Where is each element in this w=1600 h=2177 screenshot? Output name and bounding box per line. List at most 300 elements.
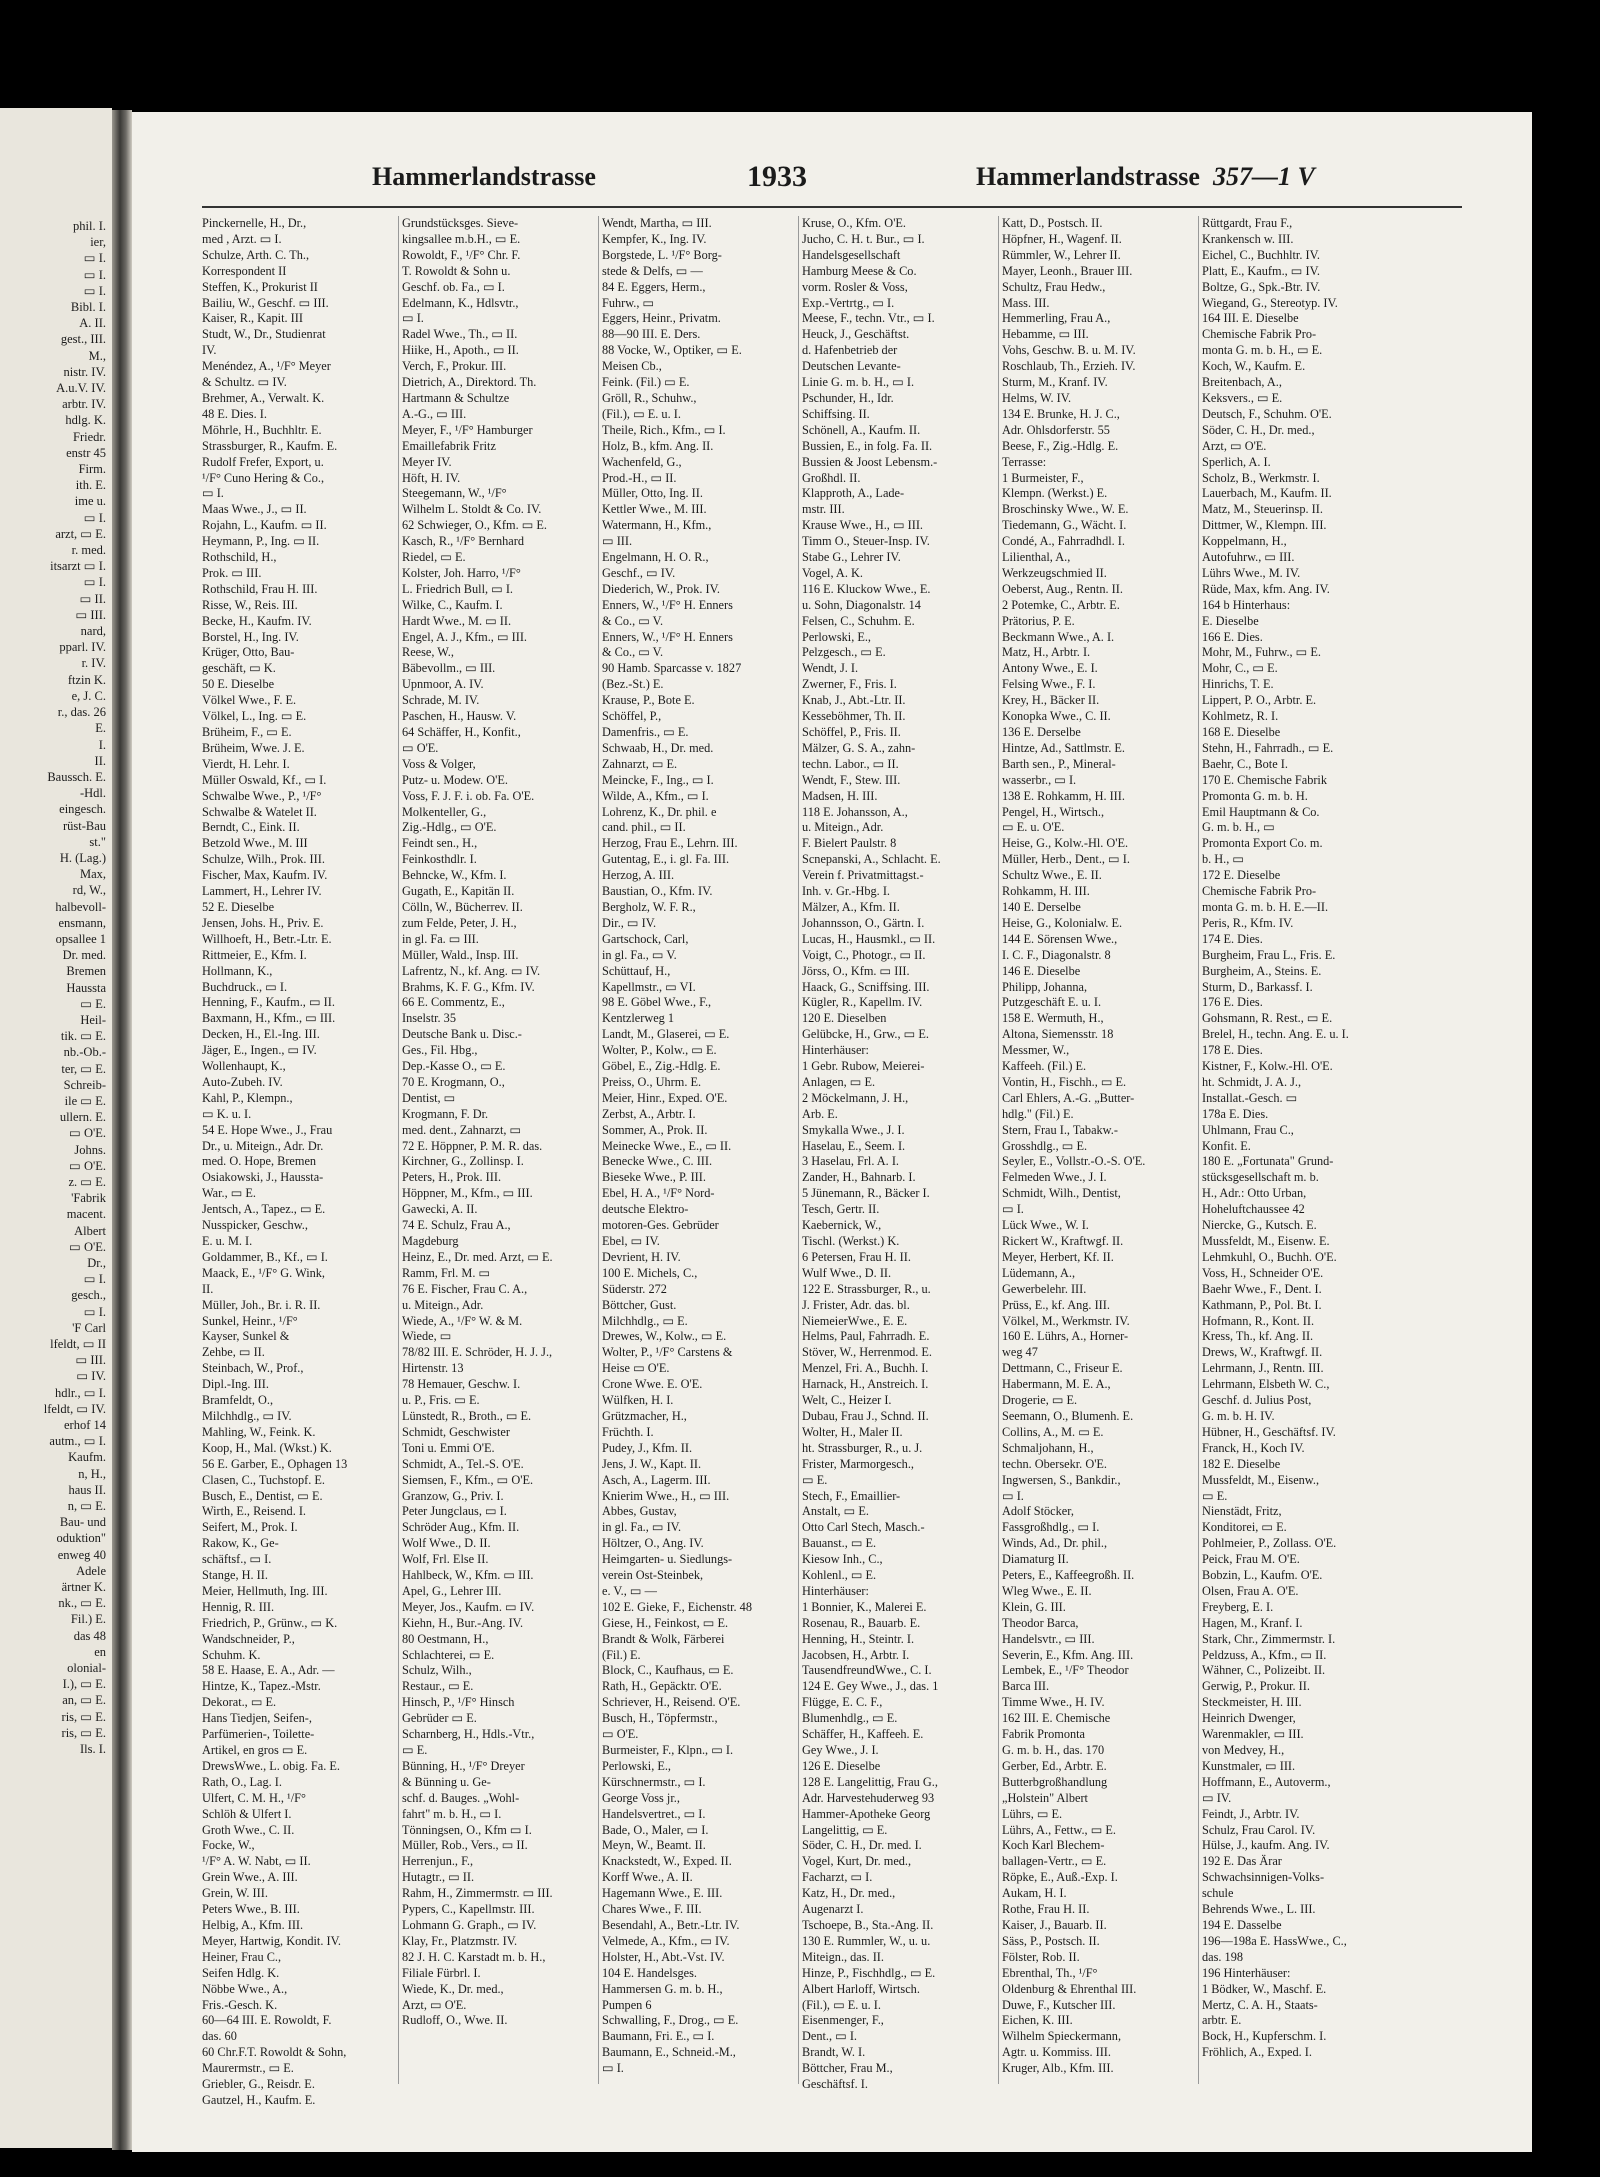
- directory-entry-line: Altona, Siemensstr. 18: [1002, 1027, 1114, 1042]
- directory-entry-line: e. V., ▭ —: [602, 1583, 657, 1598]
- directory-entry-line: Konditorei, ▭ E.: [1202, 1520, 1287, 1535]
- directory-entry-line: med. O. Hope, Bremen: [202, 1154, 317, 1169]
- directory-entry-line: Pypers, C., Kapellmstr. III.: [402, 1902, 535, 1917]
- directory-entry-line: IV.: [202, 343, 217, 358]
- directory-entry-line: Klapproth, A., Lade-: [802, 486, 905, 501]
- directory-entry-line: Filiale Fürbrl. I.: [402, 1965, 481, 1980]
- adjacent-page-line: Max,: [79, 867, 106, 882]
- directory-entry-line: Lauerbach, M., Kaufm. II.: [1202, 486, 1332, 501]
- directory-entry-line: Schönell, A., Kaufm. II.: [802, 422, 921, 437]
- directory-entry-line: Deutsch, F., Schuhm. O'E.: [1202, 406, 1332, 421]
- directory-entry-line: Feinkosthdlr. I.: [402, 852, 477, 867]
- adjacent-page-line: hdlg. K.: [65, 413, 106, 428]
- directory-entry-line: Scharnberg, H., Hdls.-Vtr.,: [402, 1727, 535, 1742]
- directory-entry-line: 102 E. Gieke, F., Eichenstr. 48: [602, 1599, 752, 1614]
- adjacent-page-line: gest., III.: [60, 332, 106, 347]
- directory-entry-line: 146 E. Dieselbe: [1002, 963, 1081, 978]
- directory-entry-line: Hagemann Wwe., E. III.: [602, 1886, 723, 1901]
- adjacent-page-line: ▭ E.: [80, 996, 106, 1011]
- directory-entry-line: Anlagen, ▭ E.: [802, 1074, 876, 1089]
- directory-entry-line: 176 E. Dies.: [1202, 995, 1263, 1010]
- directory-entry-line: Kistner, F., Kolw.-Hl. O'E.: [1202, 1059, 1333, 1074]
- directory-entry-line: ▭ III.: [602, 534, 633, 549]
- directory-entry-line: Handelsgesellschaft: [802, 247, 901, 262]
- directory-entry-line: Seyler, E., Vollstr.-O.-S. O'E.: [1002, 1154, 1146, 1169]
- directory-entry-line: Johannsson, O., Gärtn. I.: [802, 915, 925, 930]
- directory-entry-line: Pschunder, H., Idr.: [802, 390, 894, 405]
- directory-entry-line: Barca III.: [1002, 1679, 1050, 1694]
- directory-entry-line: Apel, G., Lehrer III.: [402, 1583, 502, 1598]
- directory-entry-line: Kruger, Alb., Kfm. III.: [1002, 2061, 1114, 2076]
- directory-entry-line: Schulze, Wilh., Prok. III.: [202, 852, 325, 867]
- directory-entry-line: Möhrle, H., Buchhltr. E.: [202, 422, 322, 437]
- directory-entry-line: Helbig, A., Kfm. III.: [202, 1917, 304, 1932]
- directory-entry-line: Völkel, L., Ing. ▭ E.: [202, 709, 307, 724]
- directory-entry-line: Herrenjun., F.,: [402, 1854, 474, 1869]
- book-gutter: [112, 110, 132, 2150]
- directory-entry-line: Gerber, Ed., Arbtr. E.: [1002, 1758, 1107, 1773]
- directory-entry-line: Höft, H. IV.: [402, 470, 461, 485]
- directory-entry-line: Maas Wwe., J., ▭ II.: [202, 502, 307, 517]
- directory-entry-line: 2 Potemke, C., Arbtr. E.: [1002, 597, 1120, 612]
- directory-entry-line: Koch Karl Blechem-: [1002, 1838, 1105, 1853]
- directory-entry-line: Burmeister, F., Klpn., ▭ I.: [602, 1743, 734, 1757]
- directory-entry-line: Geschf. d. Julius Post,: [1202, 1393, 1312, 1408]
- directory-entry-line: 196 Hinterhäuser:: [1202, 1965, 1291, 1980]
- adjacent-page-line: H. (Lag.): [59, 850, 106, 865]
- directory-entry-line: Promonta G. m. b. H.: [1202, 788, 1308, 803]
- directory-entry-line: Hinrichs, T. E.: [1202, 677, 1274, 692]
- directory-entry-line: Adr. Harvestehuderweg 93: [802, 1790, 935, 1805]
- directory-entry-line: Frister, Marmorgesch.,: [802, 1456, 914, 1471]
- directory-entry-line: II.: [202, 1281, 214, 1296]
- directory-entry-line: fahrt" m. b. H., ▭ I.: [402, 1806, 502, 1821]
- directory-entry-line: Wulf Wwe., D. II.: [802, 1265, 892, 1280]
- adjacent-page-line: Fil.) E.: [70, 1612, 106, 1627]
- directory-entry-line: Enners, W., ¹/F° H. Enners: [602, 629, 733, 644]
- directory-entry-line: 124 E. Gey Wwe., J., das. 1: [802, 1679, 939, 1694]
- directory-entry-line: Clasen, C., Tuchstopf. E.: [202, 1472, 325, 1487]
- adjacent-page-line: nb.-Ob.-: [63, 1045, 106, 1060]
- directory-entry-line: Betzold Wwe., M. III: [202, 836, 308, 851]
- directory-entry-line: Schultz Wwe., E. II.: [1002, 868, 1102, 883]
- directory-entry-line: Seemann, O., Blumenh. E.: [1002, 1408, 1134, 1423]
- directory-entry-line: Risse, W., Reis. III.: [202, 597, 298, 612]
- directory-entry-line: Borstel, H., Ing. IV.: [202, 629, 299, 644]
- directory-entry-line: Decken, H., El.-Ing. III.: [202, 1027, 320, 1042]
- directory-entry-line: Lafrentz, N., kf. Ang. ▭ IV.: [402, 963, 541, 978]
- directory-entry-line: Müller, Wald., Insp. III.: [402, 947, 519, 962]
- directory-entry-line: Osiakowski, J., Haussta-: [202, 1170, 324, 1185]
- directory-entry-line: Kiesow Inh., C.,: [802, 1552, 883, 1567]
- directory-entry-line: Upnmoor, A. IV.: [402, 677, 484, 692]
- adjacent-page-line: ▭ O'E.: [69, 1158, 106, 1173]
- directory-entry-line: Collins, A., M. ▭ E.: [1002, 1424, 1104, 1439]
- directory-entry-line: Jacobsen, H., Arbtr. I.: [802, 1647, 910, 1662]
- directory-entry-line: Korrespondent II: [202, 263, 287, 278]
- directory-entry-line: ▭ E.: [1202, 1488, 1228, 1503]
- directory-entry-line: Kentzlerweg 1: [602, 1011, 675, 1026]
- directory-entry-line: Restaur., ▭ E.: [402, 1679, 474, 1694]
- directory-entry-line: Arzt, ▭ O'E.: [402, 1997, 467, 2012]
- directory-entry-line: Keksvers., ▭ E.: [1202, 390, 1283, 405]
- directory-entry-line: A.-G., ▭ III.: [402, 406, 467, 421]
- directory-entry-line: 166 E. Dies.: [1202, 629, 1263, 644]
- directory-entry-line: Studt, W., Dr., Studienrat: [202, 327, 326, 342]
- adjacent-page-line: Friedr.: [73, 429, 106, 444]
- directory-entry-line: Groth Wwe., C. II.: [202, 1822, 295, 1837]
- directory-entry-line: Burgheim, Frau L., Fris. E.: [1202, 947, 1336, 962]
- directory-entry-line: Gey Wwe., J. I.: [802, 1743, 879, 1757]
- directory-entry-line: Focke, W.,: [202, 1838, 255, 1853]
- adjacent-page-line: oduktion": [56, 1531, 106, 1546]
- directory-entry-line: Knab, J., Abt.-Ltr. II.: [802, 693, 906, 708]
- adjacent-page-line: ▭ I.: [83, 267, 106, 282]
- directory-entry-line: Stark, Chr., Zimmermstr. I.: [1202, 1631, 1336, 1646]
- adjacent-page-line: Adele: [76, 1563, 106, 1578]
- directory-entry-line: 164 b Hinterhaus:: [1202, 597, 1291, 612]
- directory-entry-line: Franck, H., Koch IV.: [1202, 1440, 1305, 1455]
- adjacent-page-line: ▭ O'E.: [69, 1239, 106, 1254]
- directory-entry-line: TausendfreundWwe., C. I.: [802, 1663, 932, 1678]
- directory-entry-line: 60 Chr.F.T. Rowoldt & Sohn,: [202, 2045, 347, 2060]
- directory-entry-line: Brandt, W. I.: [802, 2045, 866, 2060]
- directory-entry-line: Schmidt, Geschwister: [402, 1424, 510, 1439]
- directory-entry-line: Lehrmann, J., Rentn. III.: [1202, 1361, 1324, 1376]
- adjacent-page-line: ▭ I.: [83, 575, 106, 590]
- directory-entry-line: Wendt, J. I.: [802, 661, 859, 676]
- directory-entry-line: Lucas, H., Hausmkl., ▭ II.: [802, 931, 936, 946]
- adjacent-page-line: Baussch. E.: [47, 769, 106, 784]
- directory-entry-line: ht. Schmidt, J. A. J.,: [1202, 1074, 1302, 1089]
- directory-entry-line: Großhdl. II.: [802, 470, 861, 485]
- directory-entry-line: Krause Wwe., H., ▭ III.: [802, 518, 923, 533]
- directory-entry-line: Korff Wwe., A. II.: [602, 1870, 693, 1885]
- adjacent-page-line: en: [94, 1644, 106, 1659]
- directory-entry-line: Rümmler, W., Lehrer II.: [1002, 247, 1121, 262]
- directory-entry-line: (Fil.), ▭ E. u. I.: [802, 1997, 881, 2012]
- directory-entry-line: Grundstücksges. Sieve-: [402, 216, 519, 230]
- directory-entry-line: Helms, W. IV.: [1002, 390, 1072, 405]
- directory-entry-line: I. C. F., Diagonalstr. 8: [1002, 947, 1111, 962]
- directory-entry-line: 158 E. Wermuth, H.,: [1002, 1011, 1104, 1026]
- directory-entry-line: Drews, W., Kraftwgf. II.: [1202, 1345, 1323, 1360]
- directory-entry-line: Behncke, W., Kfm. I.: [402, 868, 507, 883]
- directory-entry-line: Menzel, Fri. A., Buchh. I.: [802, 1361, 929, 1376]
- directory-entry-line: Felmeden Wwe., J. I.: [1002, 1170, 1107, 1185]
- directory-entry-line: Schäffer, H., Kaffeeh. E.: [802, 1727, 924, 1742]
- directory-entry-line: DrewsWwe., L. obig. Fa. E.: [202, 1758, 340, 1773]
- directory-entry-line: 56 E. Garber, E., Ophagen 13: [202, 1456, 348, 1471]
- directory-entry-line: Bieseke Wwe., P. III.: [602, 1170, 706, 1185]
- directory-entry-line: Schöffel, P., Fris. II.: [802, 725, 901, 739]
- directory-entry-line: Ingwersen, S., Bankdir.,: [1002, 1472, 1121, 1487]
- adjacent-page-line: nistr. IV.: [63, 364, 106, 379]
- directory-entry-line: Tesch, Gertr. II.: [802, 1202, 880, 1217]
- column-divider: [1198, 216, 1199, 2084]
- directory-entry-line: Gugath, E., Kapitän II.: [402, 884, 515, 899]
- directory-entry-line: Facharzt, ▭ I.: [802, 1870, 873, 1885]
- directory-entry-line: Kohlenl., ▭ E.: [802, 1568, 877, 1583]
- directory-entry-line: 60—64 III. E. Rowoldt, F.: [202, 2013, 332, 2028]
- directory-entry-line: Breitenbach, A.,: [1202, 375, 1282, 390]
- directory-entry-line: Kayser, Sunkel &: [202, 1329, 290, 1344]
- adjacent-page-line: -Hdl.: [79, 786, 106, 801]
- directory-entry-line: Emaillefabrik Fritz: [402, 438, 496, 453]
- directory-entry-line: 118 E. Johansson, A.,: [802, 804, 908, 819]
- running-head-right: Hammerlandstrasse: [976, 162, 1200, 191]
- directory-entry-line: Radel Wwe., Th., ▭ II.: [402, 327, 518, 342]
- directory-entry-line: Kaffeeh. (Fil.) E.: [1002, 1059, 1087, 1074]
- directory-entry-line: Prüss, E., kf. Ang. III.: [1002, 1297, 1110, 1312]
- directory-entry-line: 178 E. Dies.: [1202, 1043, 1263, 1058]
- directory-entry-line: cand. phil., ▭ II.: [602, 820, 686, 835]
- directory-entry-line: 168 E. Dieselbe: [1202, 725, 1281, 739]
- directory-entry-line: Höpfner, H., Wagenf. II.: [1002, 231, 1122, 246]
- directory-entry-line: War., ▭ E.: [202, 1186, 256, 1201]
- directory-entry-line: Prod.-H., ▭ II.: [602, 470, 677, 485]
- adjacent-page-line: pparl. IV.: [59, 640, 106, 655]
- directory-entry-line: Helms, Paul, Fahrradh. E.: [802, 1329, 930, 1344]
- directory-entry-line: Zerbst, A., Arbtr. I.: [602, 1106, 696, 1121]
- page-header: [132, 162, 1532, 202]
- directory-entry-line: Pohlmeier, P., Zollass. O'E.: [1202, 1536, 1337, 1551]
- directory-entry-line: Steegemann, W., ¹/F°: [402, 486, 507, 501]
- adjacent-page-line: Schreib-: [63, 1077, 106, 1092]
- directory-entry-line: zum Felde, Peter, J. H.,: [402, 915, 517, 930]
- directory-entry-line: Velmede, A., Kfm., ▭ IV.: [602, 1933, 730, 1948]
- directory-entry-line: 162 III. E. Chemische: [1002, 1711, 1111, 1726]
- directory-entry-line: Ebel, ▭ IV.: [602, 1234, 660, 1248]
- adjacent-page-line: Johns.: [74, 1142, 106, 1157]
- directory-entry-line: Heinz, E., Dr. med. Arzt, ▭ E.: [402, 1249, 553, 1264]
- directory-entry-line: Hartmann & Schultze: [402, 390, 510, 405]
- directory-entry-line: das. 60: [202, 2029, 237, 2044]
- adjacent-page-line: lfeldt, ▭ II: [50, 1337, 106, 1352]
- directory-entry-line: 1 Bödker, W., Maschf. E.: [1202, 1981, 1327, 1996]
- directory-entry-line: Hoheluftchaussee 42: [1202, 1202, 1305, 1217]
- directory-entry-line: Jensen, Johs. H., Priv. E.: [202, 915, 324, 930]
- adjacent-page-line: Haussta: [66, 980, 106, 995]
- directory-entry-line: H., Adr.: Otto Urban,: [1202, 1186, 1307, 1201]
- directory-entry-line: b. H., ▭: [1202, 852, 1245, 867]
- directory-entry-line: Willhoeft, H., Betr.-Ltr. E.: [202, 931, 332, 946]
- directory-entry-line: Katz, H., Dr. med.,: [802, 1886, 896, 1901]
- directory-entry-line: Peick, Frau M. O'E.: [1202, 1552, 1300, 1567]
- directory-entry-line: Höppner, M., Kfm., ▭ III.: [402, 1186, 533, 1201]
- directory-entry-line: ▭ O'E.: [402, 740, 439, 755]
- directory-entry-line: 144 E. Sörensen Wwe.,: [1002, 931, 1118, 946]
- directory-entry-line: Hinsch, P., ¹/F° Hinsch: [402, 1695, 515, 1710]
- directory-entry-line: 64 Schäffer, H., Konfit.,: [402, 725, 521, 739]
- adjacent-page-line: rd, W.,: [72, 883, 106, 898]
- directory-entry-line: Brüheim, F., ▭ E.: [202, 725, 292, 739]
- directory-entry-line: Heuck, J., Geschäftst.: [802, 327, 910, 342]
- directory-entry-line: 70 E. Krogmann, O.,: [402, 1074, 505, 1089]
- directory-entry-line: Hofmann, R., Kont. II.: [1202, 1313, 1315, 1328]
- directory-entry-line: Mertz, C. A. H., Staats-: [1202, 1997, 1318, 2012]
- directory-entry-line: Kaiser, J., Bauarb. II.: [1002, 1917, 1107, 1932]
- adjacent-page-line: I.: [98, 737, 106, 752]
- directory-entry-line: u. Miteign., Adr.: [402, 1297, 484, 1312]
- directory-entry-line: Fris.-Gesch. K.: [202, 1997, 278, 2012]
- directory-entry-line: Kügler, R., Kapellm. IV.: [802, 995, 923, 1010]
- directory-entry-line: Sturm, M., Kranf. IV.: [1002, 375, 1108, 390]
- directory-entry-line: Röpke, E., Auß.-Exp. I.: [1002, 1870, 1118, 1885]
- directory-entry-line: Verein f. Privatmittagst.-: [802, 868, 924, 883]
- directory-entry-line: Schmidt, A., Tel.-S. O'E.: [402, 1456, 524, 1471]
- directory-entry-line: 3 Haselau, Frl. A. I.: [802, 1154, 899, 1169]
- directory-entry-line: Rahm, H., Zimmermstr. ▭ III.: [402, 1886, 553, 1901]
- directory-entry-line: Ebel, H. A., ¹/F° Nord-: [602, 1186, 715, 1201]
- directory-entry-line: Hintze, K., Tapez.-Mstr.: [202, 1679, 321, 1694]
- directory-entry-line: Baumann, Fri. E., ▭ I.: [602, 2029, 715, 2044]
- directory-column-1: [202, 216, 394, 2109]
- directory-entry-line: Nienstädt, Fritz,: [1202, 1504, 1282, 1519]
- directory-entry-line: Engel, A. J., Kfm., ▭ III.: [402, 629, 528, 644]
- directory-entry-line: Rohkamm, H. III.: [1002, 884, 1090, 899]
- adjacent-page-line: tik. ▭ E.: [60, 1029, 106, 1044]
- directory-entry-line: Anstalt, ▭ E.: [802, 1504, 869, 1519]
- directory-entry-line: Heiner, Frau C.,: [202, 1949, 282, 1964]
- directory-entry-line: Heimgarten- u. Siedlungs-: [602, 1552, 733, 1567]
- directory-entry-line: Benecke Wwe., C. III.: [602, 1154, 713, 1169]
- directory-entry-line: Lührs, A., Fettw., ▭ E.: [1002, 1822, 1116, 1837]
- directory-entry-line: Bade, O., Maler, ▭ I.: [602, 1822, 709, 1837]
- directory-entry-line: Sommer, A., Prok. II.: [602, 1122, 708, 1137]
- directory-entry-line: Scnepanski, A., Schlacht. E.: [802, 852, 941, 867]
- directory-entry-line: Böttcher, Gust.: [602, 1297, 677, 1312]
- directory-entry-line: ht. Strassburger, R., u. J.: [802, 1440, 923, 1455]
- directory-entry-line: Wilke, C., Kaufm. I.: [402, 597, 503, 612]
- directory-entry-line: Chemische Fabrik Pro-: [1202, 327, 1317, 342]
- adjacent-page-line: eingesch.: [59, 802, 106, 817]
- directory-entry-line: Rath, H., Gepäcktr. O'E.: [602, 1679, 722, 1694]
- directory-entry-line: Eggers, Heinr., Privatm.: [602, 311, 721, 326]
- directory-entry-line: Milchhdlg., ▭ IV.: [202, 1408, 292, 1423]
- directory-entry-line: Habermann, M. E. A.,: [1002, 1377, 1111, 1392]
- adjacent-page-line: ▭ I.: [83, 1272, 106, 1287]
- directory-entry-line: 164 III. E. Dieselbe: [1202, 311, 1299, 326]
- directory-entry-line: 122 E. Strassburger, R., u.: [802, 1281, 931, 1296]
- directory-entry-line: Hamburg Meese & Co.: [802, 263, 917, 278]
- directory-entry-line: Schmaljohann, H.,: [1002, 1440, 1094, 1455]
- directory-entry-line: Drewes, W., Kolw., ▭ E.: [602, 1329, 727, 1344]
- directory-entry-line: 182 E. Dieselbe: [1202, 1456, 1281, 1471]
- directory-entry-line: Meinecke Wwe., E., ▭ II.: [602, 1138, 732, 1153]
- directory-entry-line: Langelittig, ▭ E.: [802, 1822, 888, 1837]
- directory-entry-line: Condé, A., Fahrradhdl. I.: [1002, 534, 1125, 549]
- directory-entry-line: Grein Wwe., A. III.: [202, 1870, 298, 1885]
- directory-entry-line: Theile, Rich., Kfm., ▭ I.: [602, 422, 726, 437]
- directory-entry-line: Gautzel, H., Kaufm. E.: [202, 2092, 316, 2107]
- directory-entry-line: Brüheim, Wwe. J. E.: [202, 740, 305, 755]
- directory-entry-line: Schulze, Arth. C. Th.,: [202, 247, 310, 262]
- directory-entry-line: ▭ IV.: [1202, 1790, 1232, 1805]
- directory-entry-line: Kasch, R., ¹/F° Bernhard: [402, 534, 524, 549]
- directory-entry-line: Lohmann G. Graph., ▭ IV.: [402, 1917, 537, 1932]
- directory-entry-line: Asch, A., Lagerm. III.: [602, 1472, 711, 1487]
- directory-entry-line: 180 E. „Fortunata" Grund-: [1202, 1154, 1334, 1169]
- directory-entry-line: 172 E. Dieselbe: [1202, 868, 1281, 883]
- directory-entry-line: Meyer IV.: [402, 454, 452, 469]
- directory-entry-line: Meier, Hellmuth, Ing. III.: [202, 1583, 328, 1598]
- directory-entry-line: Mussfeldt, M., Eisenw. E.: [1202, 1234, 1330, 1248]
- directory-entry-line: Rittmeier, E., Kfm. I.: [202, 947, 307, 962]
- adjacent-page-line: Ils. I.: [79, 1742, 106, 1757]
- directory-entry-line: Tönningsen, O., Kfm ▭ I.: [402, 1822, 532, 1837]
- directory-entry-line: ▭ I.: [402, 311, 424, 326]
- directory-entry-line: ▭ E.: [402, 1743, 428, 1757]
- directory-entry-line: Prok. ▭ III.: [202, 565, 262, 580]
- directory-entry-line: Völkel, M., Werkmstr. IV.: [1002, 1313, 1130, 1328]
- adjacent-page-line: enweg 40: [57, 1547, 106, 1562]
- scan-right-margin: [1532, 0, 1600, 2177]
- directory-entry-line: Installat.-Gesch. ▭: [1202, 1090, 1298, 1105]
- directory-entry-line: 120 E. Dieselben: [802, 1011, 887, 1026]
- directory-entry-line: Haack, G., Scniffsing. III.: [802, 979, 930, 994]
- directory-entry-line: Lippert, P. O., Arbtr. E.: [1202, 693, 1317, 708]
- directory-entry-line: Müller, Joh., Br. i. R. II.: [202, 1297, 321, 1312]
- directory-entry-line: Dipl.-Ing. III.: [202, 1377, 269, 1392]
- directory-entry-line: Rüttgardt, Frau F.,: [1202, 216, 1293, 230]
- directory-entry-line: 74 E. Schulz, Frau A.,: [402, 1218, 511, 1233]
- directory-entry-line: 82 J. H. C. Karstadt m. b. H.,: [402, 1949, 546, 1964]
- adjacent-page-line: ris, ▭ E.: [61, 1709, 106, 1724]
- directory-entry-line: Friedrich, P., Grünw., ▭ K.: [202, 1615, 338, 1630]
- adjacent-page-line: A.u.V. IV.: [56, 381, 106, 396]
- adjacent-page-line: A. II.: [79, 316, 106, 331]
- directory-entry-line: Bramfeldt, O.,: [202, 1393, 274, 1408]
- directory-entry-line: Schulz, Wilh.,: [402, 1663, 472, 1678]
- directory-entry-line: u. Miteign., Adr.: [802, 820, 884, 835]
- directory-entry-line: monta G. m. b. H. E.—II.: [1202, 899, 1329, 914]
- directory-entry-line: Gröll, R., Schuhw.,: [602, 390, 697, 405]
- directory-entry-line: Kathmann, P., Pol. Bt. I.: [1202, 1297, 1322, 1312]
- directory-entry-line: Wirth, E., Reisend. I.: [202, 1504, 307, 1519]
- directory-entry-line: Autofuhrw., ▭ III.: [1202, 550, 1295, 565]
- directory-entry-line: 194 E. Dasselbe: [1202, 1917, 1282, 1932]
- directory-entry-line: Kahl, P., Klempn.,: [202, 1090, 293, 1105]
- column-divider: [598, 216, 599, 2084]
- directory-entry-line: Herzog, Frau E., Lehrn. III.: [602, 836, 738, 851]
- directory-entry-line: 50 E. Dieselbe: [202, 677, 275, 692]
- directory-entry-line: Agtr. u. Kommiss. III.: [1002, 2045, 1111, 2060]
- directory-entry-line: hdlg." (Fil.) E.: [1002, 1106, 1074, 1121]
- directory-entry-line: Klein, G. III.: [1002, 1599, 1066, 1614]
- directory-entry-line: Hülse, J., kaufm. Ang. IV.: [1202, 1838, 1330, 1853]
- directory-entry-line: Damenfris., ▭ E.: [602, 725, 689, 739]
- directory-entry-line: ballagen-Vertr., ▭ E.: [1002, 1854, 1107, 1869]
- adjacent-page-line: ter, ▭ E.: [61, 1061, 106, 1076]
- directory-entry-line: Wiegand, G., Stereotyp. IV.: [1202, 295, 1338, 310]
- directory-entry-line: Perlowski, E.,: [802, 629, 871, 644]
- directory-entry-line: Heise, G., Kolw.-Hl. O'E.: [1002, 836, 1129, 851]
- directory-entry-line: Dir., ▭ IV.: [602, 915, 657, 930]
- directory-entry-line: Harnack, H., Anstreich. I.: [802, 1377, 929, 1392]
- directory-entry-line: Völkel Wwe., F. E.: [202, 693, 297, 708]
- directory-entry-line: Wolter, P., ¹/F° Carstens &: [602, 1345, 733, 1360]
- directory-entry-line: Vohs, Geschw. B. u. M. IV.: [1002, 343, 1136, 358]
- directory-entry-line: techn. Obersekr. O'E.: [1002, 1456, 1107, 1471]
- directory-entry-line: Wandschneider, P.,: [202, 1631, 295, 1646]
- directory-entry-line: 88—90 III. E. Ders.: [602, 327, 701, 342]
- directory-entry-line: Feindt sen., H.,: [402, 836, 478, 851]
- directory-entry-line: Holster, H., Abt.-Vst. IV.: [602, 1949, 725, 1964]
- directory-entry-line: Zahnarzt, ▭ E.: [602, 756, 678, 771]
- directory-entry-line: Früchth. I.: [602, 1424, 654, 1439]
- directory-entry-line: Severin, E., Kfm. Ang. III.: [1002, 1647, 1134, 1662]
